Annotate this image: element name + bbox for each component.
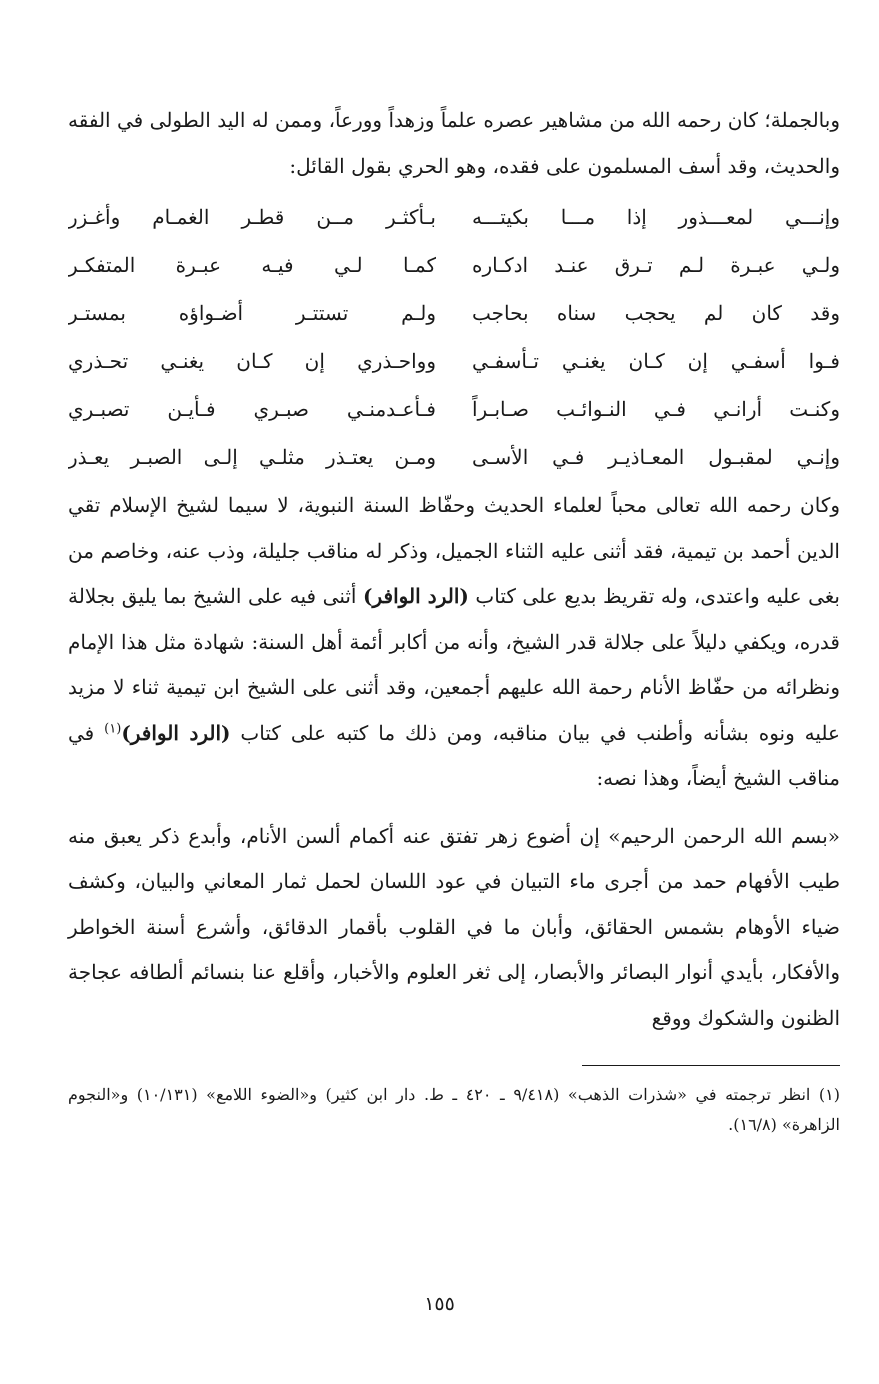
poem-verse: [68, 385, 840, 433]
paragraph-praise-text: وكان رحمه الله تعالى محباً لعلماء الحديث وحفّاظ السنة النبوية، لا سيما لشيخ الإسلام تقي الدين أحمد بن تيمية، فقد أثنى عليه الثناء الجميل، وذكر له مناقب جليلة، وذب عنه، وخاصم من بغى عليه واعتدى، وله تقريظ بديع على كتاب: [68, 493, 840, 608]
book-title-bold: (الرد الوافر): [121, 720, 231, 745]
verse-first-hemistich: فـوا أسفـي إن كـان يغنـي تـأسفـي: [472, 349, 840, 373]
paragraph-intro: [68, 98, 840, 189]
poem-verse: [68, 241, 840, 289]
verse-first-hemistich: ولـي عبـرة لـم تـرق عنـد ادكـاره: [472, 253, 840, 277]
book-page: [68, 98, 840, 1140]
footnote-divider: [582, 1065, 840, 1066]
paragraph-praise-middle: أثنى فيه على الشيخ بما يليق بجلالة قدره، ويكفي دليلاً على جلالة قدر الشيخ، وأنه من أكابر أئمة أهل السنة: شهادة مثل هذا الإمام ونظرائه من حفّاظ الأنام رحمة الله عليهم أجمعين، وقد أثنى على الشيخ ابن تيمية ثناء لا مزيد عليه ونوه بشأنه وأطنب في بيان مناقبه، ومن ذلك ما كتبه على كتاب: [68, 584, 840, 745]
paragraph-praise-end: في مناقب الشيخ أيضاً، وهذا نصه:: [68, 720, 840, 790]
paragraph-quote-text: «بسم الله الرحمن الرحيم» إن أضوع زهر تفتق عنه أكمام ألسن الأنام، وأبدع ذكر يعبق منه طيب الأفهام حمد من أجرى ماء التبيان في عود اللسان لحمل ثمار المعاني والبيان، وكشف ضياء الأوهام بشمس الحقائق، وأبان ما في القلوب بأقمار الدقائق، وأشرع أسنة الخواطر والأفكار، بأيدي أنوار البصائر والأبصار، إلى ثغر العلوم والأخبار، وأقلع عنا بنسائم ألطافه عجاجة الظنون والشكوك ووقع: [68, 823, 840, 1030]
verse-second-hemistich: فـأعـدمنـي صبـري فـأيـن تصبـري: [68, 397, 436, 421]
verse-second-hemistich: كمـا لـي فيـه عبـرة المتفكـر: [68, 253, 436, 277]
poem-verse: [68, 433, 840, 481]
paragraph-praise: [68, 483, 840, 802]
verse-second-hemistich: ومـن يعتـذر مثلـي إلـى الصبـر يعـذر: [68, 445, 436, 469]
footnote: [68, 1080, 840, 1140]
book-title-bold: (الرد الوافر): [363, 584, 469, 608]
verse-first-hemistich: وإنـــي لمعـــذور إذا مـــا بكيتـــه: [472, 205, 840, 229]
poem-verse: [68, 289, 840, 337]
page-number: ١٥٥: [424, 1293, 455, 1315]
verse-first-hemistich: وقد كان لم يحجب سناه بحاجب: [472, 301, 840, 325]
verse-second-hemistich: بـأكثـر مــن قطـر الغمـام وأغـزر: [68, 205, 436, 229]
verse-second-hemistich: ولـم تستتـر أضـواؤه بمستـر: [68, 301, 436, 325]
verse-first-hemistich: وكنـت أرانـي فـي النـوائـب صـابـراً: [472, 397, 840, 421]
footnote-reference[interactable]: (١): [104, 720, 122, 736]
paragraph-quote: [68, 814, 840, 1042]
poem-verse: [68, 337, 840, 385]
poem: [68, 193, 840, 481]
verse-first-hemistich: وإنـي لمقبـول المعـاذيـر فـي الأسـى: [472, 445, 840, 469]
verse-second-hemistich: وواحـذري إن كـان يغنـي تحـذري: [68, 349, 436, 373]
poem-verse: [68, 193, 840, 241]
paragraph-intro-text: وبالجملة؛ كان رحمه الله من مشاهير عصره علماً وزهداً وورعاً، وممن له اليد الطولى في الفقه والحديث، وقد أسف المسلمون على فقده، وهو الحري بقول القائل:: [68, 108, 840, 178]
footnote-text: (١) انظر ترجمته في «شذرات الذهب» (٩/٤١٨ ـ ٤٢٠ ـ ط. دار ابن كثير) و«الضوء اللامع» (١٠/١٣١) و«النجوم الزاهرة» (١٦/٨).: [68, 1085, 841, 1134]
